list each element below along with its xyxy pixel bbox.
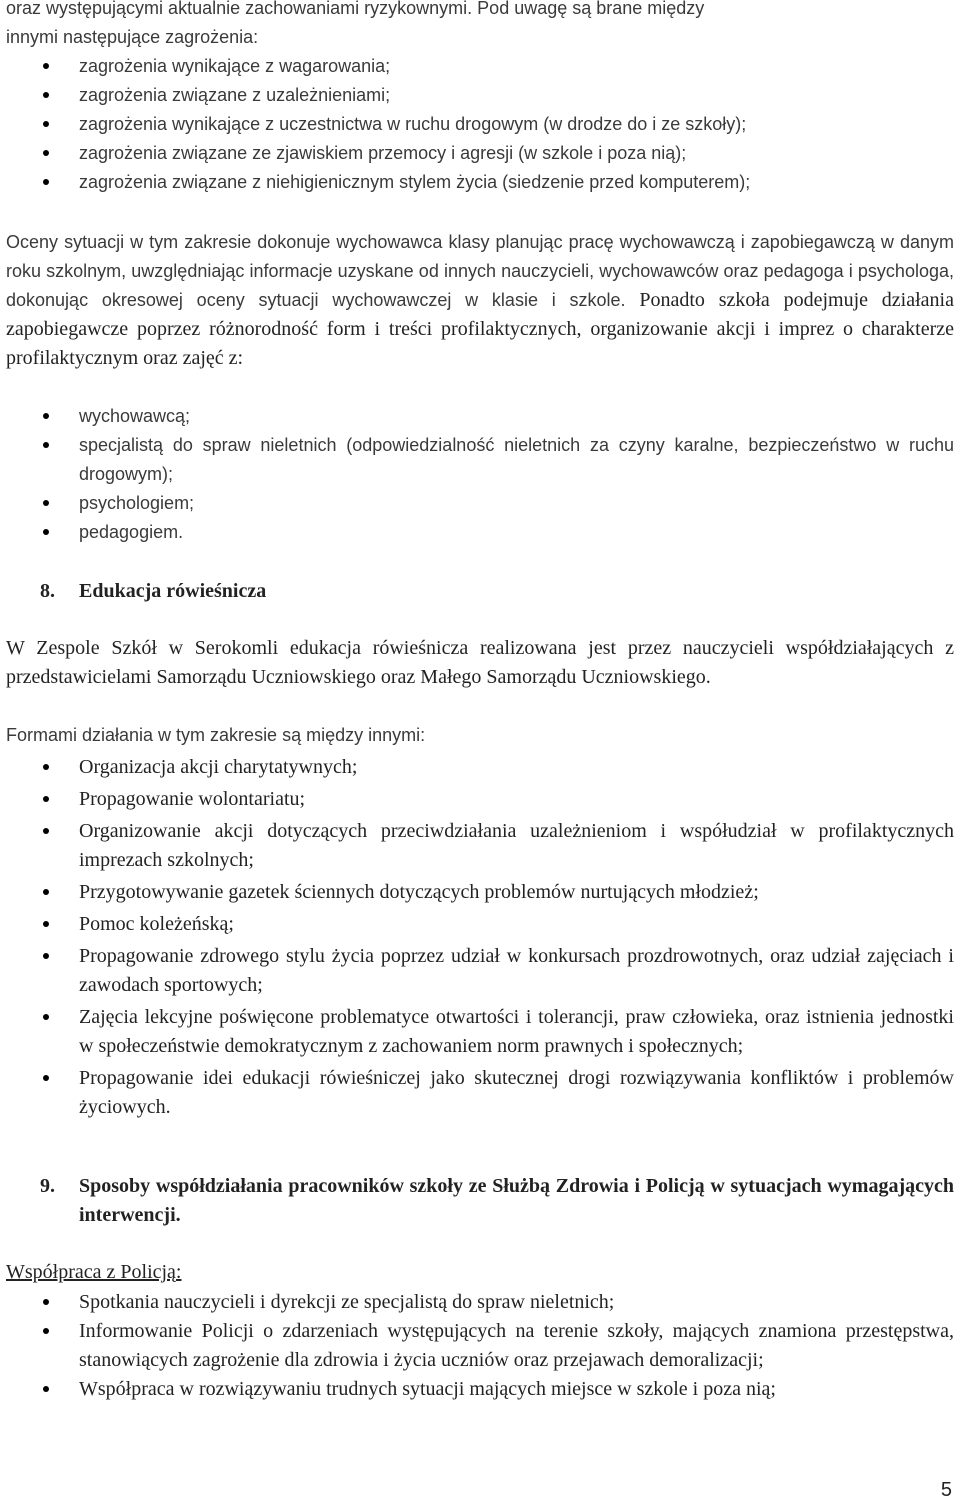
forms-intro [6,721,954,750]
section-9-heading [0,1172,960,1230]
list-item [0,1288,960,1317]
list-item-text: Organizacja akcji charytatywnych; [79,756,358,778]
list-item [0,785,960,814]
section-9-number: 9. [40,1175,55,1197]
bullet-icon [43,796,49,802]
bullet-icon [43,500,49,506]
section-8-paragraph [6,634,954,692]
bullet-icon [43,921,49,927]
intro-paragraph [6,0,954,52]
intro-line1-sans: oraz występującymi aktualnie zachowaniami ryzykownymi. [6,0,473,18]
bullet-icon [43,1075,49,1081]
forms-intro-text: Formami działania w tym zakresie są między innymi: [6,725,426,745]
list-item-text: psychologiem; [79,493,195,513]
list-item [0,753,960,782]
bullet-icon [43,889,49,895]
list-item-text: zagrożenia wynikające z uczestnictwa w ruchu drogowym (w drodze do i ze szkoły); [79,114,747,134]
page-number: 5 [940,1479,952,1501]
list-item-text: Propagowanie idei edukacji rówieśniczej jako skutecznej drogi rozwiązywania konfliktów i problemów życiowych. [79,1067,954,1118]
list-item [0,1375,960,1404]
bullet-icon [43,442,49,448]
list-item [0,431,960,489]
list-item [0,402,960,431]
list-item-text: zagrożenia związane ze zjawiskiem przemocy i agresji (w szkole i poza nią); [79,143,687,163]
bullet-icon [43,63,49,69]
section-9-title: Sposoby współdziałania pracowników szkoły ze Służbą Zdrowia i Policją w sytuacjach wymagających interwencji. [79,1175,954,1226]
list-item-text: Współpraca w rozwiązywaniu trudnych sytuacji mających miejsce w szkole i poza nią; [79,1378,776,1400]
list-item-text: Przygotowywanie gazetek ściennych dotyczących problemów nurtujących młodzież; [79,881,759,903]
list-item [0,878,960,907]
bullet-icon [43,150,49,156]
list-item-text: zagrożenia wynikające z wagarowania; [79,56,391,76]
list-item-text: wychowawcą; [79,406,191,426]
list-item-text: pedagogiem. [79,522,184,542]
intro-line2: innymi następujące zagrożenia: [6,27,259,47]
police-heading-text: Współpraca z Policją: [6,1261,182,1283]
police-heading [6,1258,954,1287]
list-item-text: Organizowanie akcji dotyczących przeciwdziałania uzależnieniom i współudział w profilaktycznych imprezach szkolnych; [79,820,954,871]
bullet-icon [43,92,49,98]
assessment-paragraph [6,228,954,373]
list-item [0,168,960,197]
bullet-icon [43,121,49,127]
list-item-text: zagrożenia związane z uzależnieniami; [79,85,391,105]
assessment-serif: Ponadto szkoła podejmuje działania zapobiegawcze poprzez różnorodność form i treści profilaktycznych, organizowanie akcji i imprez o charakterze profilaktycznym oraz zajęć z: [6,289,954,369]
bullet-icon [43,529,49,535]
bullet-icon [43,179,49,185]
list-item-text: Informowanie Policji o zdarzeniach występujących na terenie szkoły, mających znamiona przestępstwa, stanowiących zagrożenie dla zdrowia i życia uczniów oraz przejawach demoralizacji; [79,1320,954,1371]
section-8-number: 8. [40,580,55,602]
classes-with-list [0,402,960,547]
list-item [0,1003,960,1061]
forms-list [0,753,960,1122]
list-item [0,910,960,939]
section-8-title: Edukacja rówieśnicza [79,580,267,602]
bullet-icon [43,1328,49,1334]
list-item-text: Propagowanie wolontariatu; [79,788,306,810]
intro-line1-serif: Pod uwagę są brane między [472,0,705,18]
list-item-text: Spotkania nauczycieli i dyrekcji ze specjalistą do spraw nieletnich; [79,1291,615,1313]
list-item [0,81,960,110]
list-item-text: zagrożenia związane z niehigienicznym stylem życia (siedzenie przed komputerem); [79,172,751,192]
list-item [0,110,960,139]
list-item-text: specjalistą do spraw nieletnich (odpowiedzialność nieletnich za czyny karalne, bezpieczeństwo w ruchu drogowym); [79,435,954,484]
list-item [0,489,960,518]
bullet-icon [43,953,49,959]
list-item [0,139,960,168]
list-item-text: Zajęcia lekcyjne poświęcone problematyce otwartości i tolerancji, praw człowieka, oraz istnienia jednostki w społeczeństwie demokratycznym z zachowaniem norm prawnych i społecznych; [79,1006,954,1057]
list-item [0,52,960,81]
list-item-text: Pomoc koleżeńską; [79,913,234,935]
bullet-icon [43,1299,49,1305]
police-list [0,1288,960,1404]
bullet-icon [43,828,49,834]
bullet-icon [43,413,49,419]
section-8-para-text: W Zespole Szkół w Serokomli edukacja rówieśnicza realizowana jest przez nauczycieli współdziałających z przedstawicielami Samorządu Uczniowskiego oraz Małego Samorządu Uczniowskiego. [6,637,954,688]
bullet-icon [43,764,49,770]
assessment-sans: Oceny sytuacji w tym zakresie dokonuje wychowawca klasy planując pracę wychowawczą i zapobiegawczą w danym roku szkolnym, uwzględniając informacje uzyskane od innych nauczycieli, wychowawców oraz pedagoga i psychologa, dokonując okresowej oceny sytuacji wychowawczej w klasie i szkole. [6,232,954,310]
list-item [0,518,960,547]
list-item [0,817,960,875]
list-item-text: Propagowanie zdrowego stylu życia poprzez udział w konkursach prozdrowotnych, oraz udział zajęciach i zawodach sportowych; [79,945,954,996]
bullet-icon [43,1386,49,1392]
bullet-icon [43,1014,49,1020]
list-item [0,942,960,1000]
list-item [0,1064,960,1122]
list-item [0,1317,960,1375]
threats-list [0,52,960,197]
